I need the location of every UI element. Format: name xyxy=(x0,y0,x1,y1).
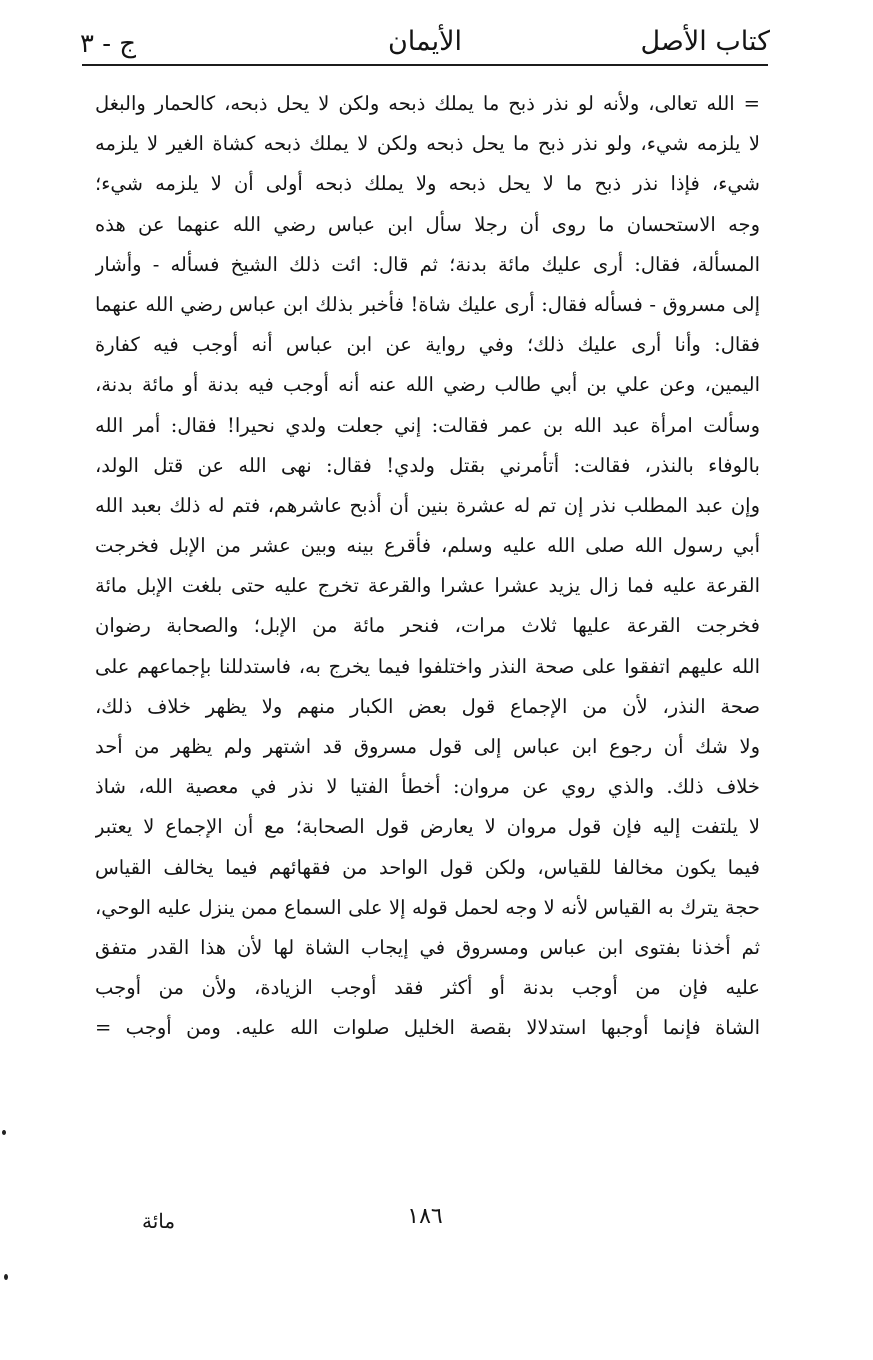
text-line: القرعة عليه فما زال يزيد عشرا عشرا والقرعة تخرج عليه حتى بلغت الإبل مائة xyxy=(95,574,760,598)
text-line: وجه الاستحسان ما روى أن رجلا سأل ابن عباس رضي الله عنهما عن هذه xyxy=(95,212,760,236)
volume-number: ج - ٣ xyxy=(80,29,137,59)
text-line: لا يلزمه شيء، ولو نذر ذبح ما يحل ذبحه ولكن لا يملك ذبحه كشاة الغير لا يلزمه xyxy=(95,132,760,156)
text-line: فيما يكون مخالفا للقياس، ولكن قول الواحد من فقهائهم فيما يخالف القياس xyxy=(95,855,760,879)
text-line: عليه فإن من أوجب بدنة أو أكثر فقد أوجب الزيادة، ولأن من أوجب xyxy=(95,976,760,1000)
page-footer xyxy=(80,1200,770,1240)
chapter-title: الأيمان xyxy=(387,26,463,57)
body-text xyxy=(95,84,760,1049)
text-line: الله عليهم اتفقوا على صحة النذر واختلفوا فيما يخرج به، فاستدللنا بإجماعهم على xyxy=(95,654,760,678)
running-header xyxy=(80,24,770,68)
text-line: اليمين، وعن علي بن أبي طالب رضي الله عنه أنه أوجب فيه بدنة أو مائة بدنة، xyxy=(95,373,760,397)
text-line: أبي رسول الله صلى الله عليه وسلم، فأقرع بينه وبين عشر من الإبل فخرجت xyxy=(95,534,760,558)
book-title: كتاب الأصل xyxy=(640,26,770,57)
text-line: خلاف ذلك. والذي روي عن مروان: أخطأ الفتيا لا نذر في معصية الله، شاذ xyxy=(95,775,760,799)
scan-speck xyxy=(2,1130,6,1135)
text-line: فخرجت القرعة عليها ثلاث مرات، فنحر مائة من الإبل؛ والصحابة رضوان xyxy=(95,614,760,638)
text-line: الشاة فإنما أوجبها استدلالا بقصة الخليل صلوات الله عليه. ومن أوجب = xyxy=(95,1016,760,1040)
catchword: مائة xyxy=(142,1209,176,1233)
text-line: لا يلتفت إليه فإن قول مروان لا يعارض قول الصحابة؛ مع أن الإجماع لا يعتبر xyxy=(95,815,760,839)
text-line: وسألت امرأة عبد الله بن عمر فقالت: إني جعلت ولدي نحيرا! فقال: أمر الله xyxy=(95,413,760,437)
text-line: حجة يترك به القياس لأنه لا وجه لحمل قوله إلا على السماع ممن ينزل عليه الوحي، xyxy=(95,895,760,919)
header-rule xyxy=(82,64,768,66)
text-line: صحة النذر، لأن من الإجماع قول بعض الكبار منهم ولا يظهر خلاف ذلك، xyxy=(95,694,760,718)
scan-speck xyxy=(4,1274,8,1280)
text-line: بالوفاء بالنذر، فقالت: أتأمرني بقتل ولدي! فقال: نهى الله عن قتل الولد، xyxy=(95,453,760,477)
text-line: ولا شك أن رجوع ابن عباس إلى قول مسروق قد اشتهر ولم يظهر من أحد xyxy=(95,735,760,758)
text-line: شيء، فإذا نذر ذبح ما لا يحل ذبحه ولا يملك ذبحه أولى أن لا يلزمه شيء؛ xyxy=(95,172,760,196)
text-line: = الله تعالى، ولأنه لو نذر ذبح ما يملك ذبحه ولكن لا يحل ذبحه، كالحمار والبغل xyxy=(95,92,760,115)
page-number: ١٨٦ xyxy=(407,1204,443,1229)
text-line: المسألة، فقال: أرى عليك مائة بدنة؛ ثم قال: ائت ذلك الشيخ فسأله - وأشار xyxy=(95,252,760,276)
text-line: فقال: وأنا أرى عليك ذلك؛ وفي رواية عن ابن عباس أنه أوجب فيه كفارة xyxy=(95,333,760,357)
text-line: ثم أخذنا بفتوى ابن عباس ومسروق في إيجاب الشاة لها لأن هذا القدر متفق xyxy=(95,935,760,959)
text-line: إلى مسروق - فسأله فقال: أرى عليك شاة! فأخبر بذلك ابن عباس رضي الله عنهما xyxy=(95,292,760,316)
text-line: وإن عبد المطلب نذر إن تم له عشرة بنين أن أذبح عاشرهم، فتم له ذلك بعبد الله xyxy=(95,493,760,517)
